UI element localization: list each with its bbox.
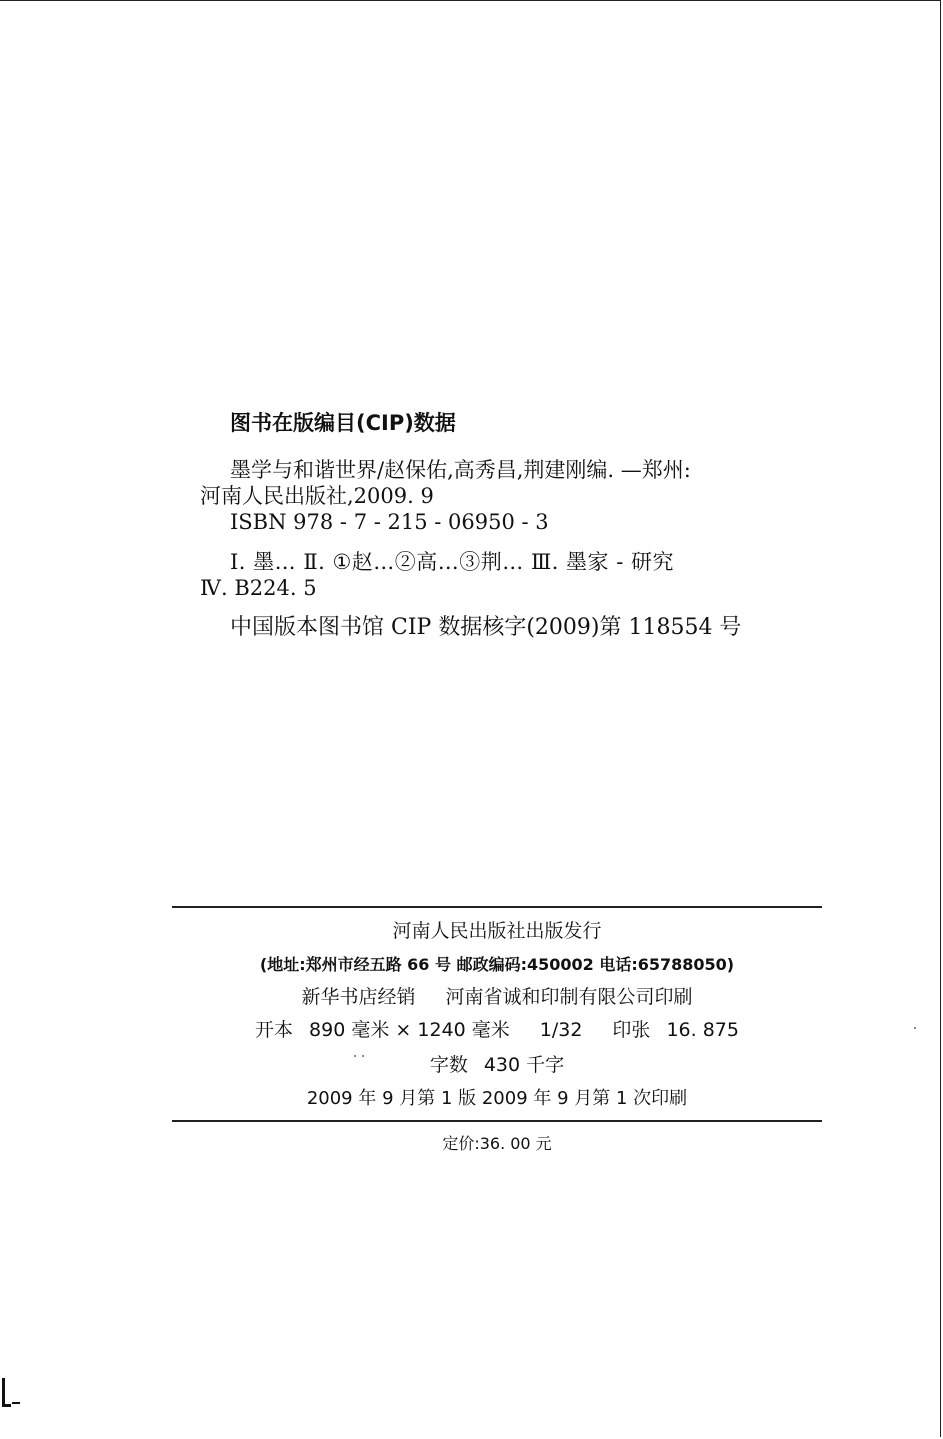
format-value: 890 毫米 × 1240 毫米 [309, 1019, 510, 1041]
wordcount-line [172, 1050, 822, 1080]
top-rule [172, 906, 822, 908]
distributor: 新华书店经销 [301, 986, 416, 1008]
corner-crop-dash [12, 1402, 20, 1404]
corner-crop-mark [2, 1378, 11, 1407]
publisher-address: (地址:郑州市经五路 66 号 邮政编码:450002 电话:65788050) [259, 955, 735, 974]
price-line: 定价:36. 00 元 [442, 1134, 552, 1153]
cip-heading: 图书在版编目(CIP)数据 [230, 411, 456, 435]
wordcount-label: 字数 [429, 1054, 468, 1076]
cip-isbn-line: ISBN 978 - 7 - 215 - 06950 - 3 [230, 510, 549, 534]
scan-speck [914, 1027, 916, 1029]
format-line [172, 1015, 822, 1045]
wordcount-value: 430 千字 [483, 1054, 565, 1076]
sheets-label: 印张 [612, 1019, 651, 1041]
edition-line: 2009 年 9 月第 1 版 2009 年 9 月第 1 次印刷 [306, 1088, 688, 1109]
cip-subject-line: Ⅰ. 墨… Ⅱ. ①赵…②高…③荆… Ⅲ. 墨家 - 研究 [230, 550, 674, 574]
cip-classification-line: Ⅳ. B224. 5 [200, 576, 317, 600]
cip-title-line: 墨学与和谐世界/赵保佑,高秀昌,荆建刚编. —郑州: [230, 458, 691, 482]
cip-publisher-line: 河南人民出版社,2009. 9 [200, 484, 434, 508]
format-label: 开本 [255, 1019, 294, 1041]
bottom-rule [172, 1120, 822, 1122]
sheets-value: 16. 875 [666, 1019, 739, 1041]
cip-record-number-line: 中国版本图书馆 CIP 数据核字(2009)第 118554 号 [230, 615, 742, 640]
scan-speck [362, 1055, 364, 1057]
format-fraction: 1/32 [539, 1019, 583, 1041]
scan-speck [354, 1055, 356, 1057]
distribution-printing-line [172, 982, 822, 1012]
printer: 河南省诚和印制有限公司印刷 [445, 986, 693, 1008]
publisher-name: 河南人民出版社出版发行 [392, 920, 602, 942]
